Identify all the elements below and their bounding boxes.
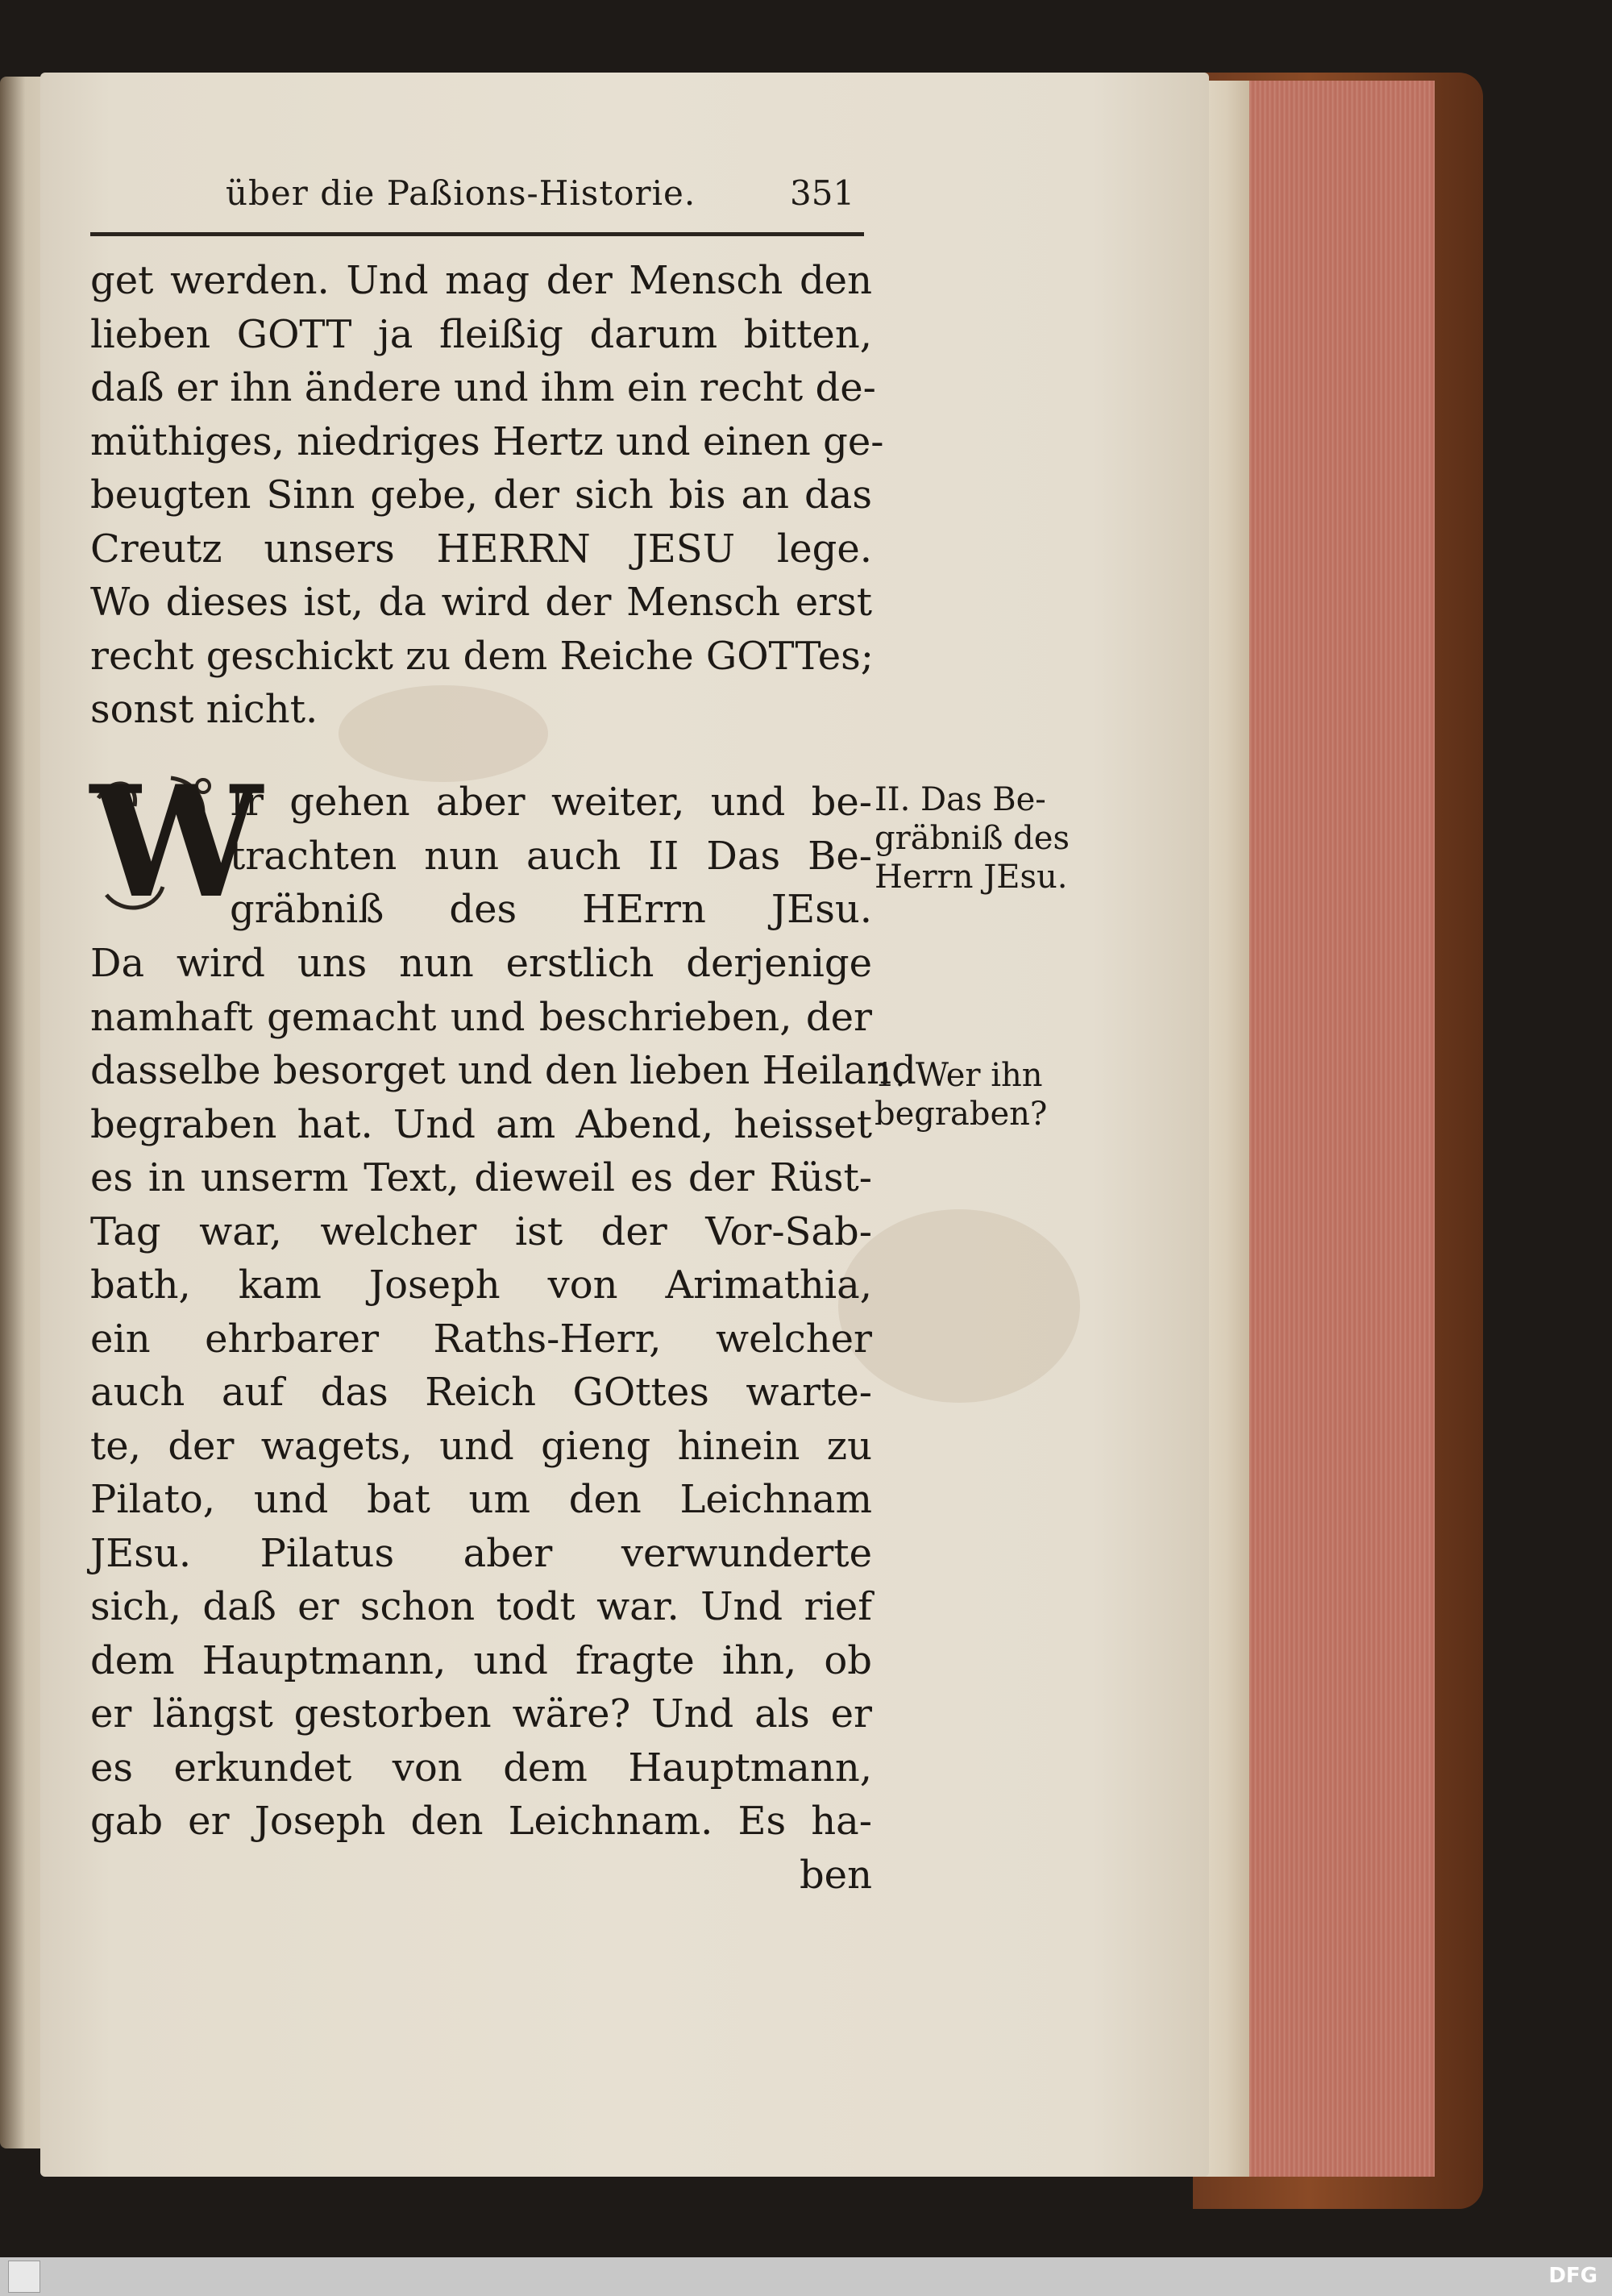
paragraph-2 bbox=[90, 937, 916, 1902]
page-number: 351 bbox=[790, 173, 855, 213]
text-line: es erkundet von dem Hauptmann, bbox=[90, 1745, 872, 1791]
text-line: es in unserm Text, dieweil es der Rüst- bbox=[90, 1155, 872, 1200]
margin-note-line: gräbniß des bbox=[875, 820, 1070, 857]
drop-cap-letter: W bbox=[90, 752, 263, 932]
text-line: gräbniß des HErrn JEsu. bbox=[230, 887, 872, 932]
text-line: beugten Sinn gebe, der sich bis an das bbox=[90, 472, 872, 518]
drop-cap bbox=[90, 752, 263, 932]
text-line: JEsu. Pilatus aber verwunderte bbox=[90, 1530, 872, 1576]
text-line: auch auf das Reich GOttes warte- bbox=[90, 1370, 872, 1415]
text-line: dem Hauptmann, und fragte ihn, ob bbox=[90, 1637, 872, 1683]
text-line: namhaft gemacht und beschrieben, der bbox=[90, 994, 872, 1040]
catchword: ben bbox=[799, 1852, 872, 1898]
text-line: Da wird uns nun erstlich derjenige bbox=[90, 941, 872, 986]
text-line: get werden. Und mag der Mensch den bbox=[90, 258, 872, 303]
text-line: Creutz unsers HERRN JESU lege. bbox=[90, 526, 872, 572]
paragraph-1 bbox=[90, 254, 884, 737]
paragraph-2-indented bbox=[230, 776, 872, 937]
text-line: sonst nicht. bbox=[90, 687, 318, 732]
margin-note-line: 1. Wer ihn bbox=[875, 1057, 1043, 1094]
text-line: sich, daß er schon todt war. Und rief bbox=[90, 1584, 872, 1629]
text-line: Ir gehen aber weiter, und be- bbox=[230, 780, 872, 825]
margin-note-burial bbox=[875, 780, 1108, 896]
text-line: lieben GOTT ja fleißig darum bitten, bbox=[90, 311, 872, 357]
text-line: Wo dieses ist, da wird der Mensch erst bbox=[90, 580, 872, 625]
viewer-footer bbox=[0, 2257, 1612, 2296]
text-line: Pilato, und bat um den Leichnam bbox=[90, 1477, 872, 1522]
text-line: te, der wagets, und gieng hinein zu bbox=[90, 1423, 872, 1469]
running-title: über die Paßions-Historie. bbox=[226, 173, 696, 213]
text-line: gab er Joseph den Leichnam. Es ha- bbox=[90, 1799, 872, 1844]
text-line: er längst gestorben wäre? Und als er bbox=[90, 1691, 872, 1737]
margin-note-who-buried bbox=[875, 1056, 1108, 1133]
margin-note-line: Herrn JEsu. bbox=[875, 859, 1068, 896]
margin-note-line: begraben? bbox=[875, 1096, 1048, 1133]
text-line: dasselbe besorget und den lieben Heiland bbox=[90, 1048, 916, 1093]
paper-stain bbox=[838, 1209, 1080, 1403]
header-rule bbox=[90, 232, 864, 236]
text-line: Tag war, welcher ist der Vor-Sab- bbox=[90, 1208, 872, 1254]
text-line: recht geschickt zu dem Reiche GOTTes; bbox=[90, 633, 874, 679]
dfg-credit: DFG bbox=[1548, 2264, 1597, 2288]
margin-note-line: II. Das Be- bbox=[875, 781, 1046, 818]
text-line: ein ehrbarer Raths-Herr, welcher bbox=[90, 1316, 872, 1362]
text-line: begraben hat. Und am Abend, heisset bbox=[90, 1101, 872, 1147]
text-line: bath, kam Joseph von Arimathia, bbox=[90, 1262, 872, 1308]
text-line: müthiges, niedriges Hertz und einen ge- bbox=[90, 418, 884, 464]
text-line: trachten nun auch II Das Be- bbox=[230, 833, 872, 879]
text-line: daß er ihn ändere und ihm ein recht de- bbox=[90, 365, 876, 410]
library-logo-icon bbox=[8, 2261, 40, 2293]
